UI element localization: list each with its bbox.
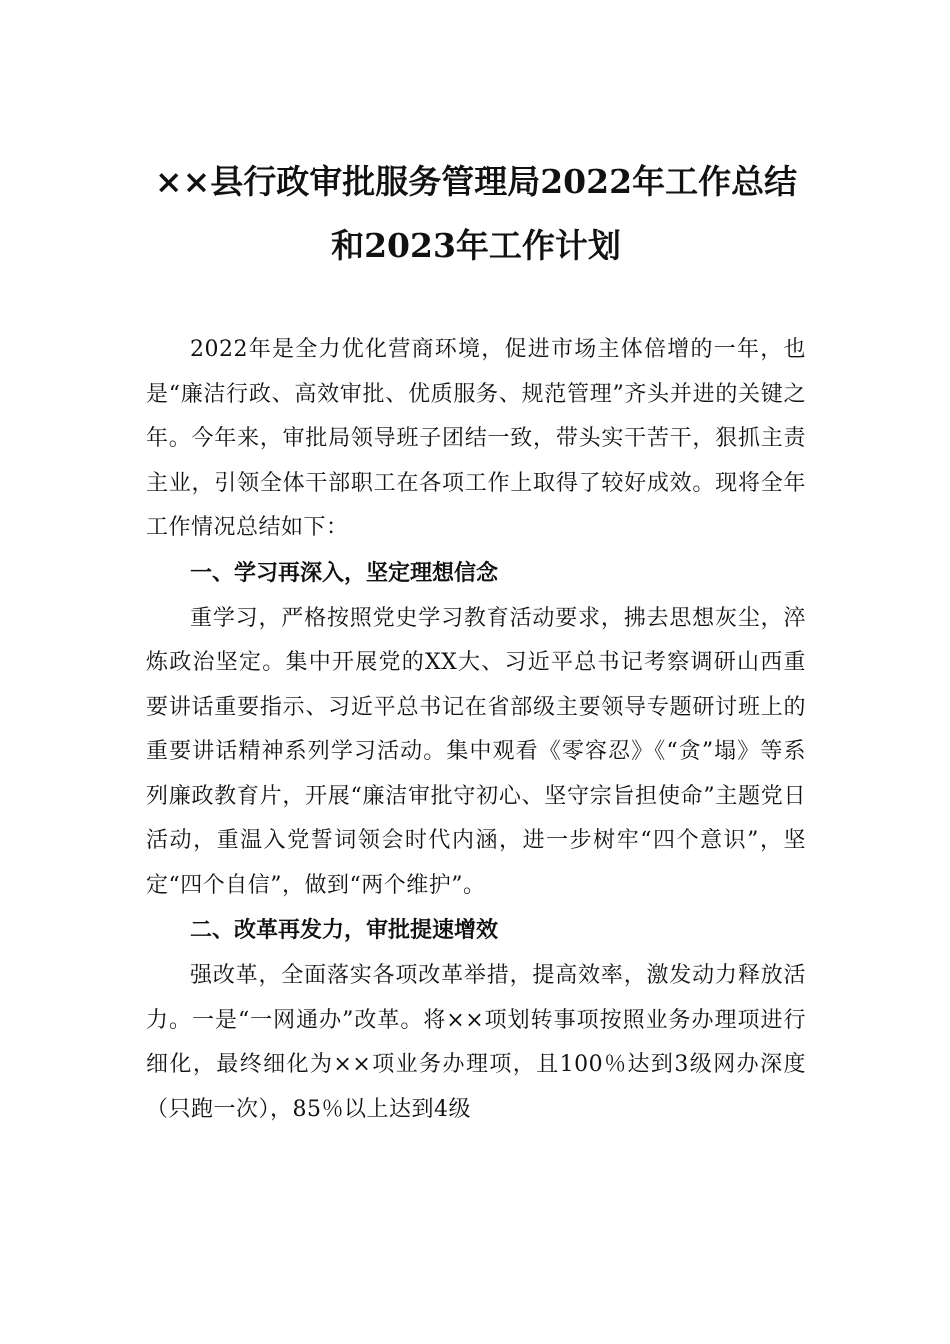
section-1-heading: 一、学习再深入，坚定理想信念 bbox=[190, 560, 499, 586]
section-2-paragraph: 强改革，全面落实各项改革举措，提高效率，激发动力释放活力。一是“一网通办”改革。将××项划转事项按照业务办理项进行细化，最终细化为××项业务办理项，且100％达到3级网办深度（只跑一次），85％以上达到4级 bbox=[146, 963, 806, 1122]
intro-paragraph: 2022年是全力优化营商环境，促进市场主体倍增的一年，也是“廉洁行政、高效审批、优质服务、规范管理”齐头并进的关键之年。今年来，审批局领导班子团结一致，带头实干苦干，狠抓主责主业，引领全体干部职工在各项工作上取得了较好成效。现将全年工作情况总结如下： bbox=[146, 337, 806, 540]
section-1-paragraph: 重学习，严格按照党史学习教育活动要求，拂去思想灰尘，淬炼政治坚定。集中开展党的XX大、习近平总书记考察调研山西重要讲话重要指示、习近平总书记在省部级主要领导专题研讨班上的重要讲话精神系列学习活动。集中观看《零容忍》《“贪”塌》等系列廉政教育片，开展“廉洁审批守初心、坚守宗旨担使命”主题党日活动，重温入党誓词领会时代内涵，进一步树牢“四个意识”，坚定“四个自信”，做到“两个维护”。 bbox=[146, 605, 806, 898]
document-body bbox=[146, 328, 806, 1132]
document-title bbox=[146, 150, 806, 278]
section-2-heading: 二、改革再发力，审批提速增效 bbox=[190, 918, 499, 943]
title-line-1: ××县行政审批服务管理局2022年工作总结 bbox=[154, 162, 798, 201]
title-line-2: 和2023年工作计划 bbox=[331, 226, 621, 265]
document-page bbox=[146, 150, 806, 1132]
